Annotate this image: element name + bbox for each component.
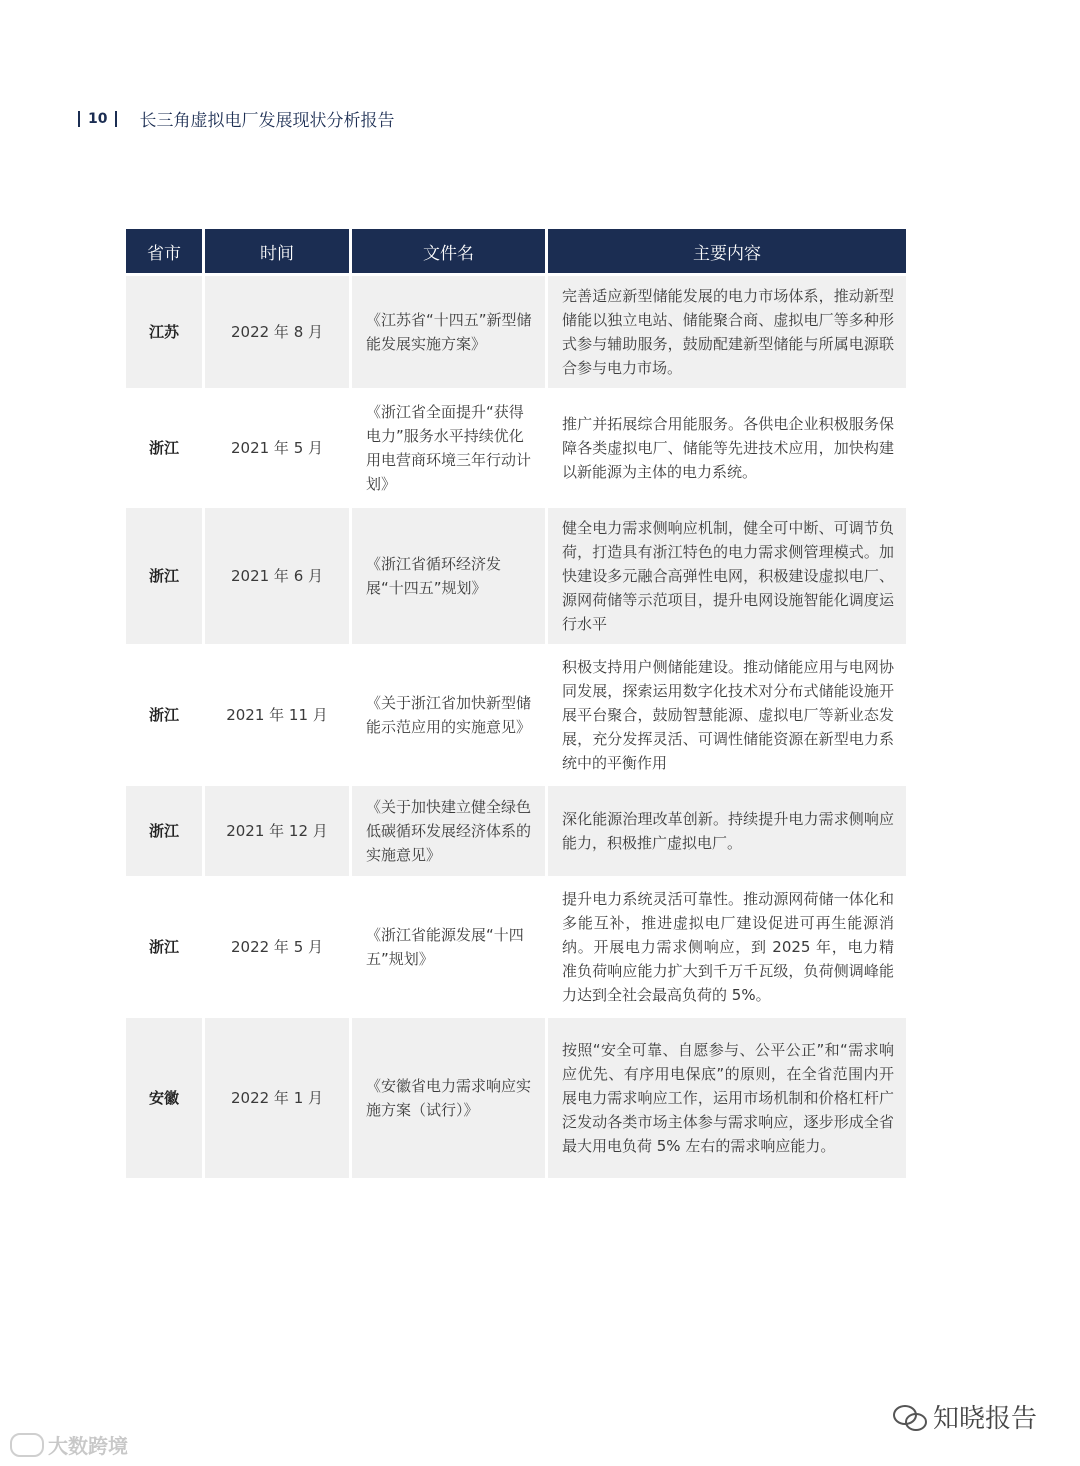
document-cell: 《浙江省能源发展“十四五”规划》 — [352, 879, 545, 1015]
document-cell: 《浙江省全面提升“获得电力”服务水平持续优化用电营商环境三年行动计划》 — [352, 391, 545, 505]
document-cell: 《关于加快建立健全绿色低碳循环发展经济体系的实施意见》 — [352, 786, 545, 876]
column-header-province: 省市 — [126, 229, 202, 273]
date-cell: 2022 年 1 月 — [205, 1018, 349, 1178]
date-cell: 2021 年 5 月 — [205, 391, 349, 505]
header-divider — [78, 111, 80, 127]
page-number: 10 — [88, 110, 108, 127]
date-cell: 2021 年 12 月 — [205, 786, 349, 876]
content-cell: 积极支持用户侧储能建设。推动储能应用与电网协同发展，探索运用数字化技术对分布式储能设施开展平台聚合，鼓励智慧能源、虚拟电厂等新业态发展，充分发挥灵活、可调性储能资源在新型电力系统中的平衡作用 — [548, 647, 906, 783]
content-cell: 推广并拓展综合用能服务。各供电企业积极服务保障各类虚拟电厂、储能等先进技术应用，加快构建以新能源为主体的电力系统。 — [548, 391, 906, 505]
date-cell: 2021 年 11 月 — [205, 647, 349, 783]
report-title: 长三角虚拟电厂发展现状分析报告 — [139, 111, 395, 131]
column-header-date: 时间 — [205, 229, 349, 273]
watermark-left — [10, 1430, 128, 1459]
column-header-document: 文件名 — [352, 229, 545, 273]
content-cell: 深化能源治理改革创新。持续提升电力需求侧响应能力，积极推广虚拟电厂。 — [548, 786, 906, 876]
content-cell: 健全电力需求侧响应机制，健全可中断、可调节负荷，打造具有浙江特色的电力需求侧管理模式。加快建设多元融合高弹性电网，积极建设虚拟电厂、源网荷储等示范项目，提升电网设施智能化调度运行水平 — [548, 508, 906, 644]
document-cell: 《江苏省“十四五”新型储能发展实施方案》 — [352, 276, 545, 388]
content-cell: 提升电力系统灵活可靠性。推动源网荷储一体化和多能互补，推进虚拟电厂建设促进可再生能源消纳。开展电力需求侧响应，到 2025 年，电力精准负荷响应能力扩大到千万千瓦级，负荷侧调峰能力达到全社会最高负荷的 5%。 — [548, 879, 906, 1015]
province-cell: 浙江 — [126, 879, 202, 1015]
page-header — [78, 106, 394, 131]
province-cell: 浙江 — [126, 647, 202, 783]
column-header-content: 主要内容 — [548, 229, 906, 273]
content-cell: 完善适应新型储能发展的电力市场体系，推动新型储能以独立电站、储能聚合商、虚拟电厂等多种形式参与辅助服务，鼓励配建新型储能与所属电源联合参与电力市场。 — [548, 276, 906, 388]
province-cell: 浙江 — [126, 786, 202, 876]
province-cell: 浙江 — [126, 508, 202, 644]
document-cell: 《安徽省电力需求响应实施方案（试行）》 — [352, 1018, 545, 1178]
watermark-right — [893, 1398, 1037, 1435]
header-divider — [115, 111, 117, 127]
watermark-right-text: 知晓报告 — [933, 1404, 1038, 1434]
watermark-logo-icon — [10, 1433, 44, 1457]
date-cell: 2022 年 5 月 — [205, 879, 349, 1015]
content-cell: 按照“安全可靠、自愿参与、公平公正”和“需求响应优先、有序用电保底”的原则，在全省范围内开展电力需求响应工作，运用市场机制和价格杠杆广泛发动各类市场主体参与需求响应，逐步形成全省最大用电负荷 5% 左右的需求响应能力。 — [548, 1018, 906, 1178]
province-cell: 安徽 — [126, 1018, 202, 1178]
province-cell: 江苏 — [126, 276, 202, 388]
document-cell: 《浙江省循环经济发展“十四五”规划》 — [352, 508, 545, 644]
policy-table — [126, 229, 903, 1178]
province-cell: 浙江 — [126, 391, 202, 505]
wechat-icon — [893, 1403, 927, 1431]
document-cell: 《关于浙江省加快新型储能示范应用的实施意见》 — [352, 647, 545, 783]
date-cell: 2021 年 6 月 — [205, 508, 349, 644]
date-cell: 2022 年 8 月 — [205, 276, 349, 388]
watermark-left-text: 大数跨境 — [48, 1434, 128, 1458]
